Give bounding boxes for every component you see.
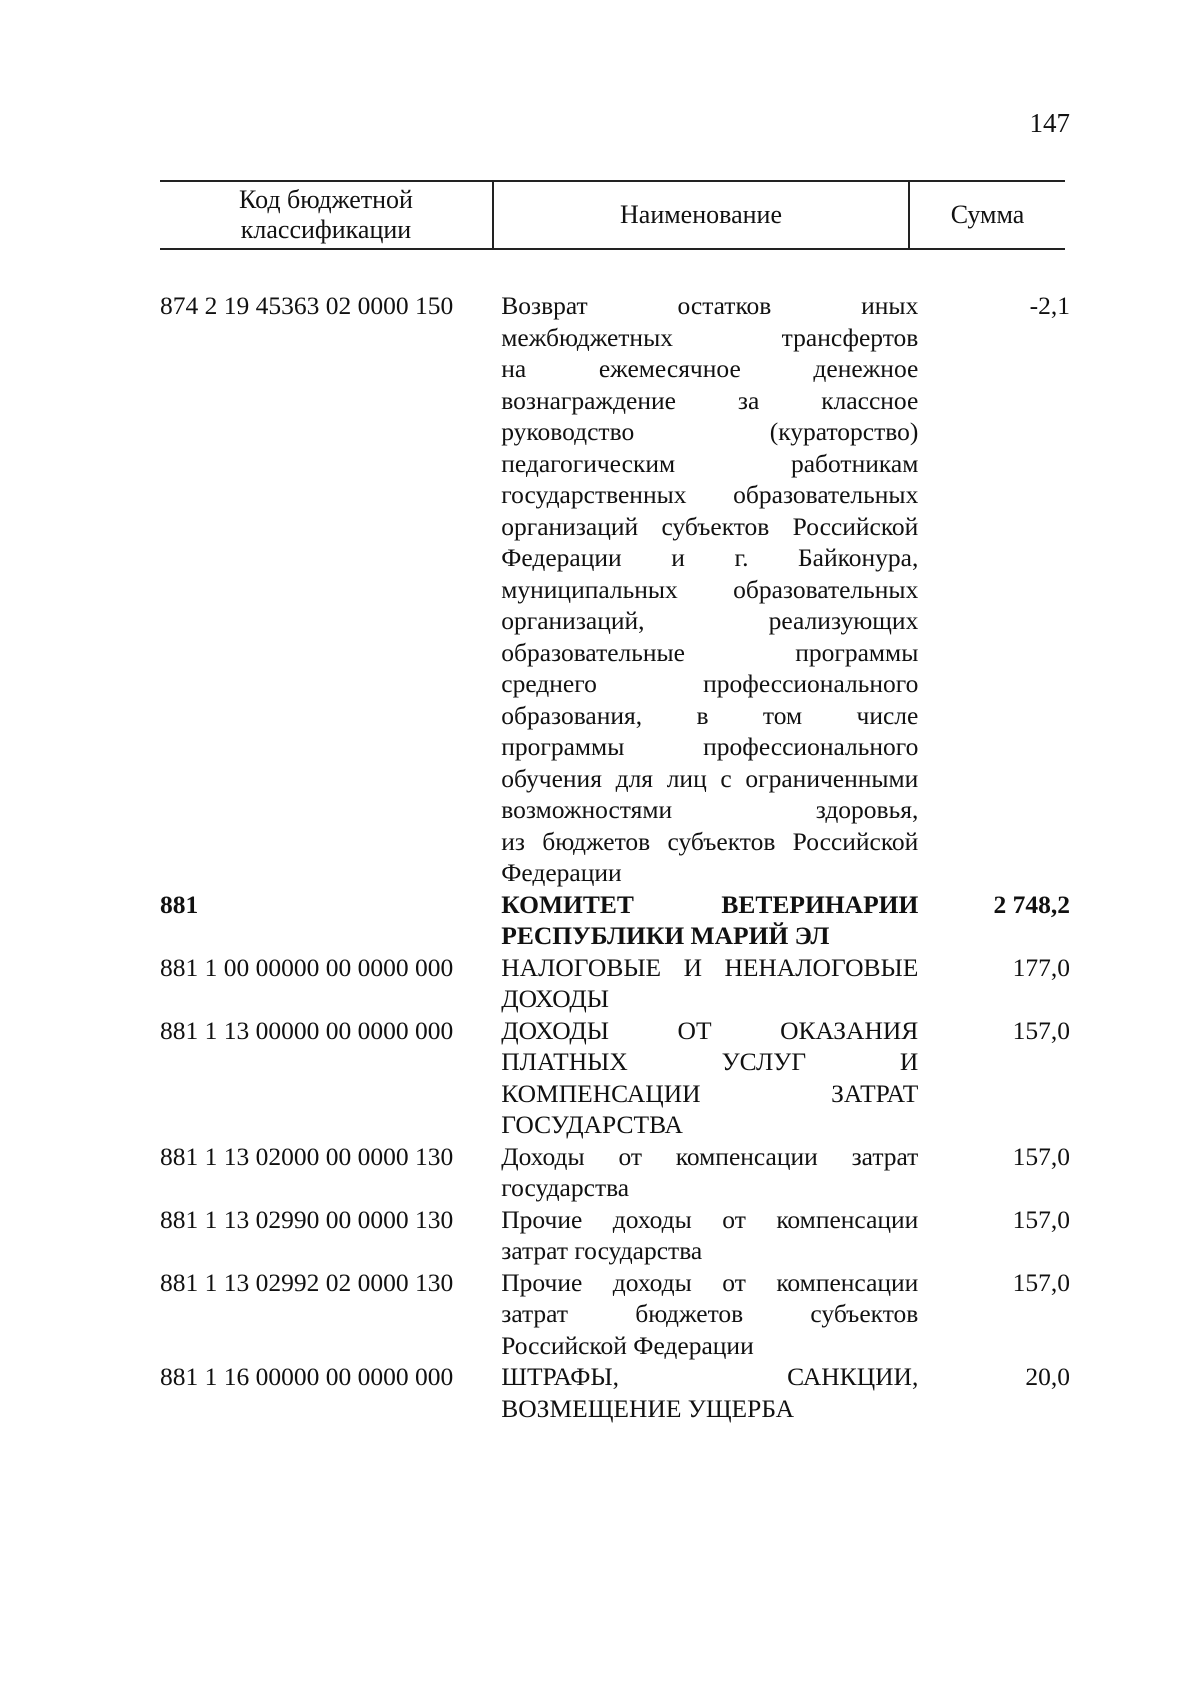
table-row — [160, 1204, 1070, 1267]
row-name-line: ШТРАФЫ, САНКЦИИ, — [501, 1362, 919, 1391]
row-sum: 157,0 — [1012, 1267, 1070, 1297]
row-name-line: ДОХОДЫ ОТ ОКАЗАНИЯ — [501, 1015, 919, 1045]
row-name — [501, 1361, 918, 1424]
table-row — [160, 1361, 1070, 1424]
row-code: 881 1 13 02000 00 0000 130 — [160, 1141, 454, 1171]
row-sum: 157,0 — [1012, 1015, 1070, 1045]
row-code: 881 1 13 02990 00 0000 130 — [160, 1204, 454, 1234]
row-name-line: КОМИТЕТ ВЕТЕРИНАРИИ — [501, 889, 919, 919]
row-name-line: на ежемесячное денежное — [501, 354, 919, 383]
row-name — [501, 1204, 918, 1267]
row-sum: 177,0 — [1012, 952, 1070, 982]
row-name-line: образования, в том числе — [501, 700, 919, 730]
table-row — [160, 1015, 1070, 1141]
row-code: 881 1 00 00000 00 0000 000 — [160, 952, 454, 982]
header-name: Наименование — [494, 182, 910, 248]
row-name-line: ПЛАТНЫХ УСЛУГ И — [501, 1047, 919, 1076]
row-name-line: вознаграждение за классное — [501, 385, 919, 415]
row-name — [501, 1141, 918, 1204]
row-name-line: из бюджетов субъектов Российской — [501, 826, 919, 856]
row-sum: 20,0 — [1025, 1362, 1070, 1391]
row-code: 874 2 19 45363 02 0000 150 — [160, 291, 454, 320]
header-sum: Сумма — [950, 200, 1025, 229]
row-name-line: организаций, реализующих — [501, 606, 919, 635]
row-name — [501, 290, 918, 889]
row-name — [501, 952, 918, 1015]
row-name-line: затрат государства — [501, 1236, 703, 1265]
row-name-line: педагогическим работникам — [501, 448, 919, 478]
row-name-line: Прочие доходы от компенсации — [501, 1267, 919, 1297]
row-name-line: ДОХОДЫ — [501, 984, 609, 1013]
row-name-line: межбюджетных трансфертов — [501, 322, 919, 352]
row-code: 881 1 13 00000 00 0000 000 — [160, 1015, 454, 1045]
table-row — [160, 889, 1070, 952]
row-name-line: КОМПЕНСАЦИИ ЗАТРАТ — [501, 1078, 919, 1108]
row-sum: 2 748,2 — [993, 889, 1070, 919]
row-code: 881 1 13 02992 02 0000 130 — [160, 1267, 454, 1297]
row-name-line: Федерации — [501, 858, 622, 887]
row-name-line: муниципальных образовательных — [501, 574, 919, 604]
table-row — [160, 290, 1070, 889]
row-name-line: программы профессионального — [501, 732, 919, 761]
row-name-line: организаций субъектов Российской — [501, 511, 919, 541]
row-name — [501, 1015, 918, 1141]
row-name-line: Прочие доходы от компенсации — [501, 1204, 919, 1234]
row-name-line: Федерации и г. Байконура, — [501, 543, 919, 572]
row-name-line: обучения для лиц с ограниченными — [501, 763, 919, 793]
row-name-line: ГОСУДАРСТВА — [501, 1110, 683, 1139]
row-name-line: НАЛОГОВЫЕ И НЕНАЛОГОВЫЕ — [501, 952, 919, 982]
row-name-line: государства — [501, 1173, 630, 1202]
row-name — [501, 889, 918, 952]
table-row — [160, 952, 1070, 1015]
table-row — [160, 1141, 1070, 1204]
row-name — [501, 1267, 918, 1362]
row-name-line: возможностями здоровья, — [501, 795, 919, 824]
table-body — [160, 290, 1070, 1424]
row-name-line: Доходы от компенсации затрат — [501, 1141, 919, 1171]
row-name-line: Возврат остатков иных — [501, 291, 919, 320]
row-name-line: среднего профессионального — [501, 669, 919, 698]
row-name-line: руководство (кураторство) — [501, 417, 919, 446]
row-sum: 157,0 — [1012, 1204, 1070, 1234]
table-row — [160, 1267, 1070, 1362]
header-code: Код бюджетной классификации — [160, 182, 494, 248]
row-sum: -2,1 — [1029, 291, 1070, 320]
page-number: 147 — [1029, 108, 1070, 138]
table-header — [160, 180, 1065, 250]
row-name-line: ВОЗМЕЩЕНИЕ УЩЕРБА — [501, 1393, 795, 1423]
row-name-line: затрат бюджетов субъектов — [501, 1299, 919, 1328]
row-sum: 157,0 — [1012, 1141, 1070, 1171]
row-code: 881 1 16 00000 00 0000 000 — [160, 1362, 454, 1391]
row-name-line: государственных образовательных — [501, 480, 919, 509]
row-name-line: РЕСПУБЛИКИ МАРИЙ ЭЛ — [501, 921, 830, 950]
row-name-line: образовательные программы — [501, 637, 919, 667]
row-code: 881 — [160, 889, 199, 919]
row-name-line: Российской Федерации — [501, 1330, 754, 1360]
